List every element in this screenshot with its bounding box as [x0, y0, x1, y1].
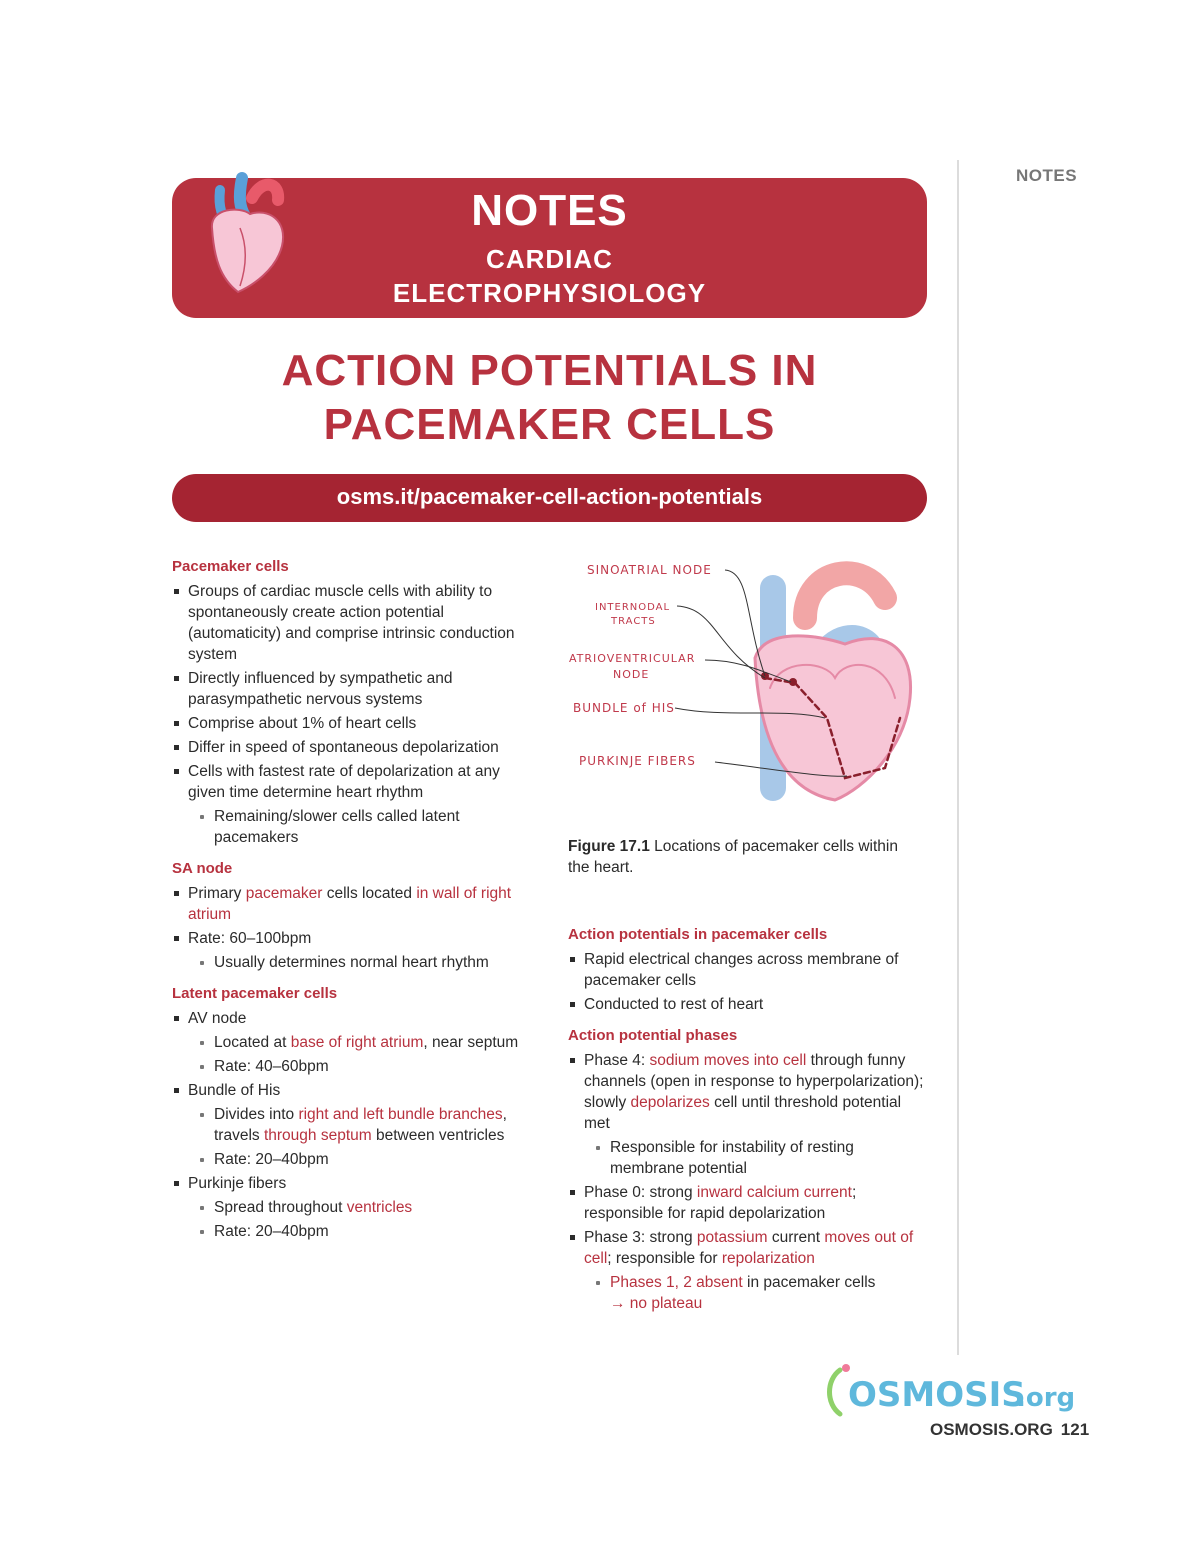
- label-internodal-1: INTERNODAL: [595, 602, 671, 613]
- heart-drawing: [755, 573, 911, 800]
- label-purkinje: PURKINJE FIBERS: [579, 754, 696, 768]
- banner-subject-line1: CARDIAC: [486, 244, 613, 274]
- page-title-line2: PACEMAKER CELLS: [323, 400, 776, 449]
- topic-link[interactable]: osms.it/pacemaker-cell-action-potentials: [336, 484, 763, 509]
- list-item: Phase 4: sodium moves into cell through funny channels (open in response to hyperpolarization); slowly depolarizes cell until threshold potential met: [568, 1050, 928, 1134]
- margin-notes-label: NOTES: [1016, 166, 1078, 185]
- page-number: 121: [1060, 1420, 1090, 1439]
- list-item: Bundle of His: [172, 1080, 532, 1101]
- list-item: Rapid electrical changes across membrane of pacemaker cells: [568, 949, 928, 991]
- sub-list-item: Spread throughout ventricles: [172, 1197, 532, 1218]
- figure-caption: Figure 17.1 Locations of pacemaker cells within the heart.: [568, 838, 898, 876]
- latent-pacemaker-list: [172, 1008, 532, 1242]
- page-title: [172, 344, 927, 452]
- footer: [930, 1420, 1089, 1440]
- list-item: Primary pacemaker cells located in wall of right atrium: [172, 883, 532, 925]
- list-item: Conducted to rest of heart: [568, 994, 928, 1015]
- list-item: Purkinje fibers: [172, 1173, 532, 1194]
- banner-subject-line2: ELECTROPHYSIOLOGY: [392, 278, 707, 308]
- sub-list-item: Remaining/slower cells called latent pacemakers: [172, 806, 532, 848]
- svg-text:.org: .org: [1016, 1383, 1076, 1413]
- sub-list-item: Phases 1, 2 absent in pacemaker cells → no plateau: [568, 1272, 928, 1314]
- label-av-1: ATRIOVENTRICULAR: [569, 652, 696, 665]
- phases-list: [568, 1050, 928, 1314]
- left-column: [172, 556, 532, 1252]
- sub-list-item: Rate: 20–40bpm: [172, 1149, 532, 1170]
- svg-text:OSMOSIS: OSMOSIS: [848, 1375, 1026, 1415]
- section-heading-latent-pacemaker-cells: Latent pacemaker cells: [172, 985, 338, 1002]
- sub-list-item: Usually determines normal heart rhythm: [172, 952, 532, 973]
- label-sinoatrial-node: SINOATRIAL NODE: [587, 563, 712, 577]
- section-heading-phases: Action potential phases: [568, 1027, 738, 1044]
- osmosis-logo: [820, 1360, 1100, 1420]
- list-item: Comprise about 1% of heart cells: [172, 713, 532, 734]
- sub-list-item: Divides into right and left bundle branches, travels through septum between ventricles: [172, 1104, 532, 1146]
- banner-notes-title: NOTES: [471, 186, 628, 235]
- list-item: Groups of cardiac muscle cells with ability to spontaneously create action potential (automaticity) and comprise intrinsic conduction system: [172, 581, 532, 665]
- section-heading-action-potentials: Action potentials in pacemaker cells: [568, 926, 828, 943]
- label-av-2: NODE: [613, 668, 650, 681]
- list-item: Rate: 60–100bpm: [172, 928, 532, 949]
- label-internodal-2: TRACTS: [611, 616, 656, 627]
- sub-list-item: Located at base of right atrium, near septum: [172, 1032, 532, 1053]
- list-item: Cells with fastest rate of depolarization at any given time determine heart rhythm: [172, 761, 532, 803]
- label-bundle-of-his: BUNDLE of HIS: [573, 701, 675, 715]
- page-title-line1: ACTION POTENTIALS IN: [281, 346, 818, 395]
- sub-list-item: Rate: 40–60bpm: [172, 1056, 532, 1077]
- section-heading-pacemaker-cells: Pacemaker cells: [172, 558, 289, 575]
- list-item: Phase 0: strong inward calcium current; responsible for rapid depolarization: [568, 1182, 928, 1224]
- sub-list-item: Responsible for instability of resting membrane potential: [568, 1137, 928, 1179]
- right-column: [568, 924, 928, 1324]
- list-item: AV node: [172, 1008, 532, 1029]
- list-item: Differ in speed of spontaneous depolarization: [172, 737, 532, 758]
- footer-site: OSMOSIS.ORG: [930, 1420, 1053, 1439]
- list-item: Directly influenced by sympathetic and parasympathetic nervous systems: [172, 668, 532, 710]
- sub-list-item: Rate: 20–40bpm: [172, 1221, 532, 1242]
- heart-conduction-figure: [565, 548, 935, 818]
- pacemaker-cells-list: [172, 581, 532, 848]
- section-heading-sa-node: SA node: [172, 860, 233, 877]
- list-item: Phase 3: strong potassium current moves out of cell; responsible for repolarization: [568, 1227, 928, 1269]
- margin-rule: [957, 160, 959, 1355]
- action-potentials-list: [568, 949, 928, 1015]
- sa-node-list: [172, 883, 532, 973]
